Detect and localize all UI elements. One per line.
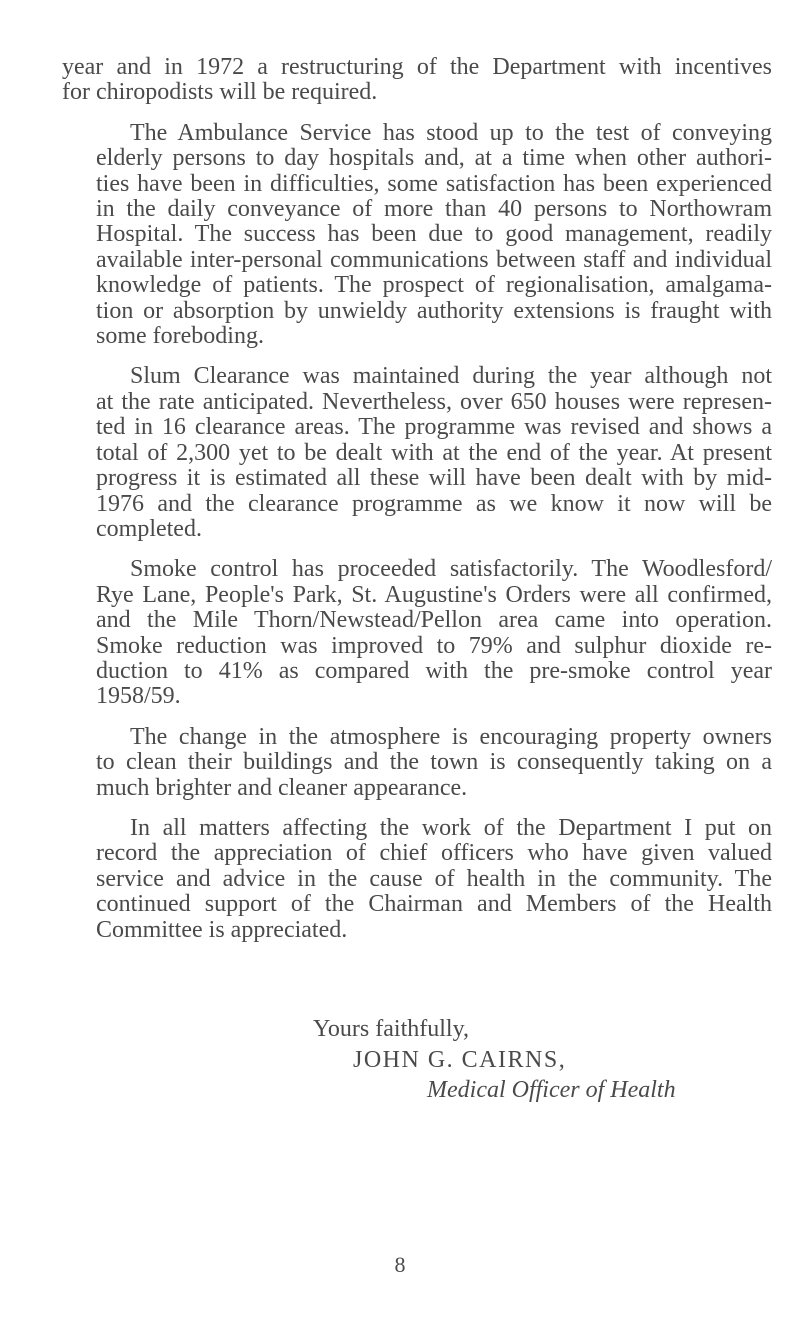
text-line: at the rate anticipated. Nevertheless, over 650 houses were represen- xyxy=(96,388,772,415)
text-line: In all matters affecting the work of the Department I put on xyxy=(130,814,772,841)
text-line: to clean their buildings and the town is consequently taking on a xyxy=(96,749,772,776)
text-line: record the appreciation of chief officers who have given valued xyxy=(96,840,772,867)
text-line: The change in the atmosphere is encouraging property owners xyxy=(130,723,772,750)
text-line: service and advice in the cause of health in the community. The xyxy=(96,865,772,892)
page-number: 8 xyxy=(394,1252,406,1277)
text-line: much brighter and cleaner appearance. xyxy=(96,774,468,801)
text-line: Hospital. The success has been due to good management, readily xyxy=(96,221,772,248)
text-line: continued support of the Chairman and Members of the Health xyxy=(96,891,772,918)
signer-name: JOHN G. CAIRNS, xyxy=(353,1047,567,1073)
text-line: year and in 1972 a restructuring of the Department with incentives xyxy=(62,54,772,80)
text-line: Slum Clearance was maintained during the year although not xyxy=(130,363,772,390)
text-line: elderly persons to day hospitals and, at a time when other authori- xyxy=(96,145,772,172)
text-line: knowledge of patients. The prospect of regionalisation, amalgama- xyxy=(96,272,772,299)
text-line: total of 2,300 yet to be dealt with at the end of the year. At present xyxy=(96,439,772,466)
text-line: ted in 16 clearance areas. The programme was revised and shows a xyxy=(96,414,772,441)
text-line: ties have been in difficulties, some satisfaction has been experienced xyxy=(96,170,772,197)
text-line: completed. xyxy=(96,515,202,542)
closing-salutation: Yours faithfully, xyxy=(313,1016,470,1042)
text-line: progress it is estimated all these will have been dealt with by mid- xyxy=(96,465,772,492)
text-line: some foreboding. xyxy=(96,323,264,350)
text-line: for chiropodists will be required. xyxy=(62,79,378,106)
text-line: duction to 41% as compared with the pre-smoke control year xyxy=(96,657,772,684)
text-line: Rye Lane, People's Park, St. Augustine's Orders were all confirmed, xyxy=(96,581,772,608)
text-line: available inter-personal communications between staff and individual xyxy=(96,246,772,273)
text-line: 1958/59. xyxy=(96,683,181,710)
text-line: Smoke control has proceeded satisfactorily. The Woodlesford/ xyxy=(130,556,772,583)
text-line: and the Mile Thorn/Newstead/Pellon area came into operation. xyxy=(96,607,772,634)
text-line: Smoke reduction was improved to 79% and sulphur dioxide re- xyxy=(96,632,772,659)
text-line: Committee is appreciated. xyxy=(96,916,348,943)
signer-title: Medical Officer of Health xyxy=(427,1077,676,1103)
text-line: in the daily conveyance of more than 40 persons to Northowram xyxy=(96,196,772,223)
text-line: 1976 and the clearance programme as we know it now will be xyxy=(96,490,772,517)
text-line: The Ambulance Service has stood up to the test of conveying xyxy=(130,119,772,146)
text-line: tion or absorption by unwieldy authority extensions is fraught with xyxy=(96,297,772,324)
